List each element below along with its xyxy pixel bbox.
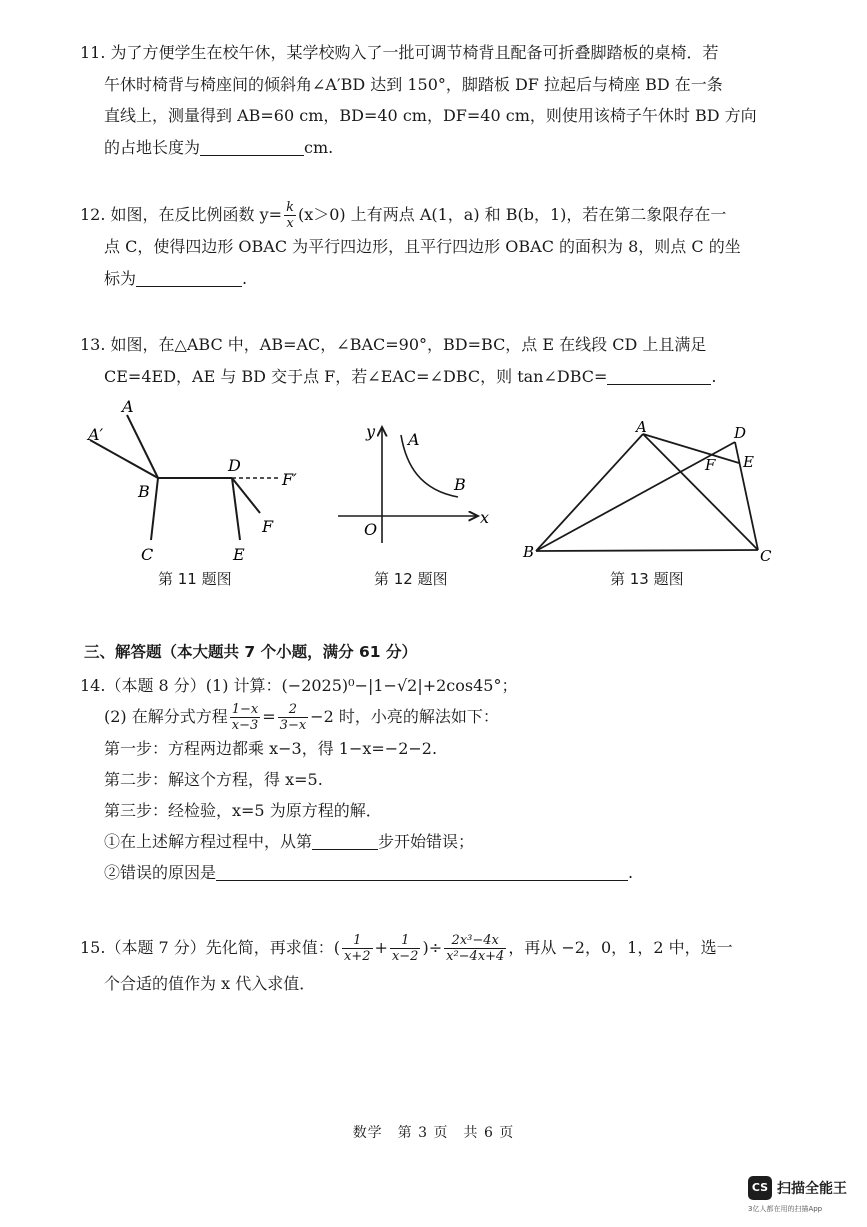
q14-fraction-2 <box>278 702 309 733</box>
q15-f3-num: 2x³−4x <box>444 933 506 949</box>
q15-f2-num: 1 <box>390 933 421 949</box>
q15-f3-den: x²−4x+4 <box>446 949 505 964</box>
figure-12 <box>330 415 500 555</box>
fig11-label-D: D <box>228 456 241 475</box>
q14-f1-den: x−3 <box>231 718 259 733</box>
q11-line2: 午休时椅背与椅座间的倾斜角∠A′BD 达到 150°，脚踏板 DF 拉起后与椅座 BD 在一条 <box>104 74 723 94</box>
q11-line4 <box>80 132 780 164</box>
fig12-label-y: y <box>366 422 376 441</box>
q15-plus: + <box>374 938 388 957</box>
q15-line1 <box>80 930 780 966</box>
fig11-segment-BC <box>151 478 158 540</box>
figure-13 <box>520 420 780 570</box>
q12-frac-num: k <box>286 200 294 215</box>
q12-line1-pre: 12. 如图，在反比例函数 y= <box>80 205 283 224</box>
q14-f1-num: 1−x <box>231 702 259 717</box>
cs-app-tagline: 3亿人都在用的扫描App <box>748 1205 823 1213</box>
fig12-label-x: x <box>480 508 490 527</box>
fig13-label-C: C <box>760 547 772 565</box>
q12-answer-blank[interactable] <box>136 268 242 287</box>
fig11-label-F: F <box>262 517 274 536</box>
q11-line4-post: cm. <box>304 137 334 157</box>
q15-div: )÷ <box>422 938 443 957</box>
fig11-label-F-prime: F′ <box>282 470 297 489</box>
q15-line1-pre: 15.（本题 7 分）先化简，再求值：( <box>80 938 341 957</box>
q11-answer-blank[interactable] <box>200 137 304 156</box>
q14-step3: 第三步：经检验，x=5 为原方程的解． <box>104 801 382 820</box>
cs-logo-icon: CS <box>748 1176 772 1200</box>
q14-f2-num: 2 <box>278 702 309 718</box>
fig12-label-B: B <box>454 475 466 494</box>
q11-line3: 直线上，测量得到 AB=60 cm，BD=40 cm，DF=40 cm，则使用该椅子午休时 BD 方向 <box>104 106 757 125</box>
page-footer: 数学 第 3 页 共 6 页 <box>352 1125 515 1141</box>
fig11-caption: 第 11 题图 <box>158 570 232 588</box>
q12-line3 <box>80 263 780 295</box>
fig13-segment-AB <box>536 434 643 551</box>
q13-line1: 13. 如图，在△ABC 中，AB=AC，∠BAC=90°，BD=BC，点 E 在线段 CD 上且满足 <box>80 335 707 354</box>
q13-line2-post: . <box>711 366 717 386</box>
q15-f2-den: x−2 <box>391 949 419 964</box>
fig12-label-A: A <box>408 430 420 449</box>
figure-11 <box>80 395 320 570</box>
question-14 <box>80 670 780 888</box>
q12-frac-den: x <box>286 216 294 231</box>
fig11-label-E: E <box>233 545 245 564</box>
fig12-caption: 第 12 题图 <box>374 570 448 588</box>
fig11-label-A: A <box>122 397 134 416</box>
question-15 <box>80 930 780 1002</box>
q14-f2-den: 3−x <box>279 718 307 733</box>
q14-fraction-1 <box>230 702 261 733</box>
q14-sub2-pre: ②错误的原因是 <box>104 863 217 882</box>
q14-line2-post: −2 时，小亮的解法如下： <box>310 707 499 726</box>
fig13-segment-BC <box>536 550 758 551</box>
scanner-watermark <box>748 1176 858 1216</box>
q12-line1 <box>80 199 780 231</box>
q12-line1-post: (x＞0) 上有两点 A(1，a) 和 B(b，1)，若在第二象限存在一 <box>297 205 727 224</box>
q11-line1: 11. 为了方便学生在校午休，某学校购入了一批可调节椅背且配备可折叠脚踏板的桌椅．若 <box>80 43 719 62</box>
q12-line3-pre: 标为 <box>104 268 137 288</box>
fig12-label-O: O <box>364 520 378 539</box>
q14-equals: = <box>262 707 276 726</box>
question-12 <box>80 199 780 294</box>
fig13-label-A: A <box>636 420 647 436</box>
question-13 <box>80 329 780 392</box>
q12-line2: 点 C，使得四边形 OBAC 为平行四边形，且平行四边形 OBAC 的面积为 8，则点 C 的坐 <box>104 237 741 256</box>
q15-fraction-3 <box>444 933 506 964</box>
q12-line3-post: . <box>242 268 248 288</box>
q15-line1-post: ，再从 −2，0，1，2 中，选一 <box>508 938 733 957</box>
fig13-label-E: E <box>743 453 754 471</box>
q14-step1: 第一步：方程两边都乘 x−3，得 1−x=−2−2. <box>104 739 438 758</box>
q15-fraction-1 <box>342 933 373 964</box>
fig11-label-C: C <box>141 545 154 564</box>
fig13-label-F: F <box>705 456 716 474</box>
q13-answer-blank[interactable] <box>607 366 711 385</box>
q12-fraction <box>284 200 296 231</box>
question-11 <box>80 37 780 163</box>
q15-fraction-2 <box>390 933 421 964</box>
q14-sub1-post: 步开始错误； <box>378 832 475 851</box>
q14-line1: 14.（本题 8 分）(1) 计算：(−2025)⁰−|1−√2|+2cos45°； <box>80 676 518 695</box>
fig13-label-D: D <box>734 424 747 442</box>
fig13-label-B: B <box>523 543 535 561</box>
q15-f1-num: 1 <box>342 933 373 949</box>
q14-step-blank[interactable] <box>312 831 378 850</box>
q15-line2: 个合适的值作为 x 代入求值． <box>104 974 316 993</box>
fig11-label-A-prime: A′ <box>88 425 104 444</box>
q13-line2-pre: CE=4ED，AE 与 BD 交于点 F，若∠EAC=∠DBC，则 tan∠DBC= <box>104 366 608 386</box>
q11-line4-pre: 的占地长度为 <box>104 137 201 157</box>
q14-reason-blank[interactable] <box>216 862 628 881</box>
q14-line2 <box>80 701 780 733</box>
fig11-label-B: B <box>138 482 150 501</box>
cs-app-name: 扫描全能王 <box>777 1181 847 1197</box>
q14-sub1-pre: ①在上述解方程过程中，从第 <box>104 832 313 851</box>
q14-sub1 <box>80 826 780 857</box>
q14-line2-pre: (2) 在解分式方程 <box>104 707 228 726</box>
fig13-caption: 第 13 题图 <box>610 570 684 588</box>
q14-sub2 <box>80 857 780 888</box>
q15-f1-den: x+2 <box>344 949 371 964</box>
section-3-heading: 三、解答题（本大题共 7 个小题，满分 61 分） <box>84 643 417 661</box>
q13-line2 <box>80 361 780 393</box>
q14-sub2-post: . <box>628 863 634 882</box>
q14-step2: 第二步：解这个方程，得 x=5. <box>104 770 323 789</box>
